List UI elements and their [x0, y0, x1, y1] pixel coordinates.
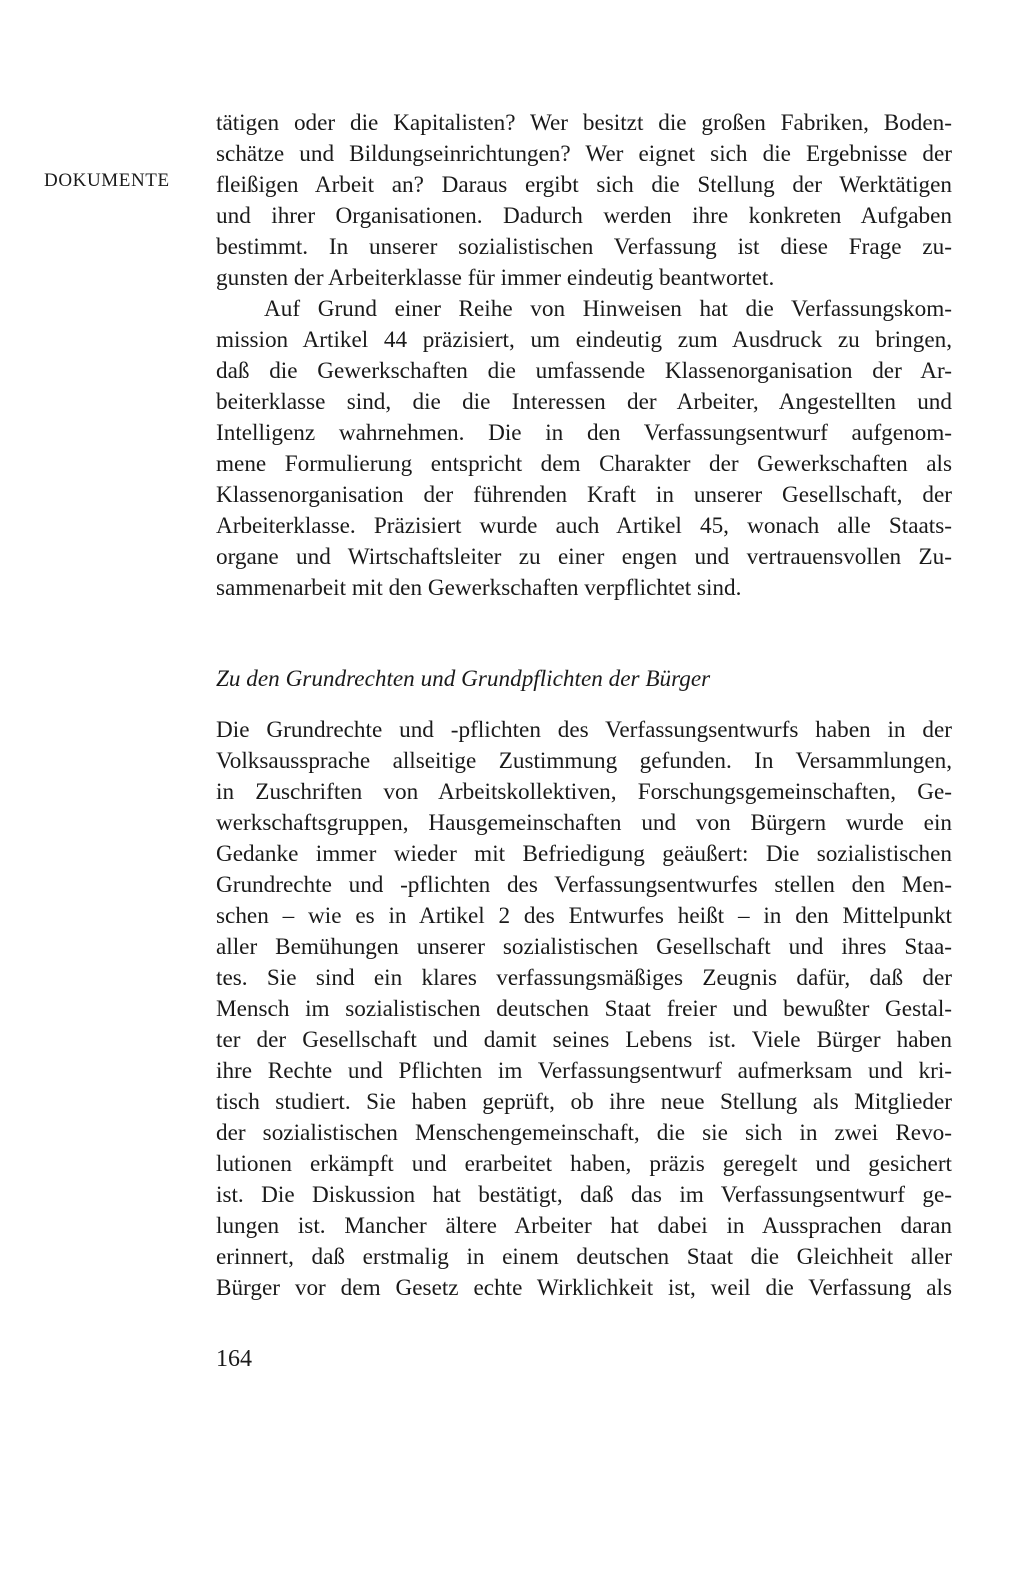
text-line: mene Formulierung entspricht dem Charakter der Gewerkschaften als [216, 451, 952, 477]
page-number: 164 [216, 1346, 252, 1372]
text-line: Arbeiterklasse. Präzisiert wurde auch Artikel 45, wonach alle Staats- [216, 513, 952, 539]
margin-label: DOKUMENTE [44, 170, 170, 191]
section-heading: Zu den Grundrechten und Grundpflichten der Bürger [216, 666, 711, 692]
text-line: tätigen oder die Kapitalisten? Wer besitzt die großen Fabriken, Boden- [216, 110, 952, 136]
text-line: Klassenorganisation der führenden Kraft in unserer Gesellschaft, der [216, 482, 952, 508]
text-line: Die Grundrechte und -pflichten des Verfassungsentwurfs haben in der [216, 717, 952, 743]
text-line: beiterklasse sind, die die Interessen der Arbeiter, Angestellten und [216, 389, 952, 415]
section-2-body [216, 715, 952, 1304]
text-line: der sozialistischen Menschengemeinschaft, die sie sich in zwei Revo- [216, 1120, 952, 1146]
section-1-paragraph-1 [216, 108, 952, 294]
text-line: Gedanke immer wieder mit Befriedigung geäußert: Die sozialistischen [216, 841, 952, 867]
text-line: werkschaftsgruppen, Hausgemeinschaften und von Bürgern wurde ein [216, 810, 952, 836]
text-line: aller Bemühungen unserer sozialistischen Gesellschaft und ihres Staa- [216, 934, 952, 960]
text-line: Auf Grund einer Reihe von Hinweisen hat die Verfassungskom- [264, 296, 952, 322]
text-line: gunsten der Arbeiterklasse für immer eindeutig beantwortet. [216, 265, 775, 291]
text-line: lutionen erkämpft und erarbeitet haben, präzis geregelt und gesichert [216, 1151, 952, 1177]
text-line: fleißigen Arbeit an? Daraus ergibt sich die Stellung der Werktätigen [216, 172, 952, 198]
text-line: Bürger vor dem Gesetz echte Wirklichkeit ist, weil die Verfassung als [216, 1275, 952, 1301]
text-line: lungen ist. Mancher ältere Arbeiter hat dabei in Aussprachen daran [216, 1213, 952, 1239]
text-line: erinnert, daß erstmalig in einem deutschen Staat die Gleichheit aller [216, 1244, 952, 1270]
section-2-paragraph-1 [216, 715, 952, 1304]
text-line: mission Artikel 44 präzisiert, um eindeutig zum Ausdruck zu bringen, [216, 327, 952, 353]
text-line: Mensch im sozialistischen deutschen Staat freier und bewußter Gestal- [216, 996, 952, 1022]
text-line: schen – wie es in Artikel 2 des Entwurfes heißt – in den Mittelpunkt [216, 903, 952, 929]
text-line: sammenarbeit mit den Gewerkschaften verpflichtet sind. [216, 575, 742, 601]
text-line: ter der Gesellschaft und damit seines Lebens ist. Viele Bürger haben [216, 1027, 952, 1053]
text-line: daß die Gewerkschaften die umfassende Klassenorganisation der Ar- [216, 358, 952, 384]
text-line: ist. Die Diskussion hat bestätigt, daß das im Verfassungsentwurf ge- [216, 1182, 952, 1208]
section-1-body [216, 108, 952, 604]
text-line: tisch studiert. Sie haben geprüft, ob ihre neue Stellung als Mitglieder [216, 1089, 952, 1115]
text-line: Intelligenz wahrnehmen. Die in den Verfassungsentwurf aufgenom- [216, 420, 952, 446]
text-line: organe und Wirtschaftsleiter zu einer engen und vertrauensvollen Zu- [216, 544, 952, 570]
text-line: tes. Sie sind ein klares verfassungsmäßiges Zeugnis dafür, daß der [216, 965, 952, 991]
text-line: bestimmt. In unserer sozialistischen Verfassung ist diese Frage zu- [216, 234, 952, 260]
text-line: schätze und Bildungseinrichtungen? Wer eignet sich die Ergebnisse der [216, 141, 952, 167]
text-line: und ihrer Organisationen. Dadurch werden ihre konkreten Aufgaben [216, 203, 952, 229]
text-line: ihre Rechte und Pflichten im Verfassungsentwurf aufmerksam und kri- [216, 1058, 952, 1084]
text-line: Volksaussprache allseitige Zustimmung gefunden. In Versammlungen, [216, 748, 952, 774]
text-line: in Zuschriften von Arbeitskollektiven, Forschungsgemeinschaften, Ge- [216, 779, 952, 805]
text-line: Grundrechte und -pflichten des Verfassungsentwurfes stellen den Men- [216, 872, 952, 898]
section-1-paragraph-2 [216, 294, 952, 604]
